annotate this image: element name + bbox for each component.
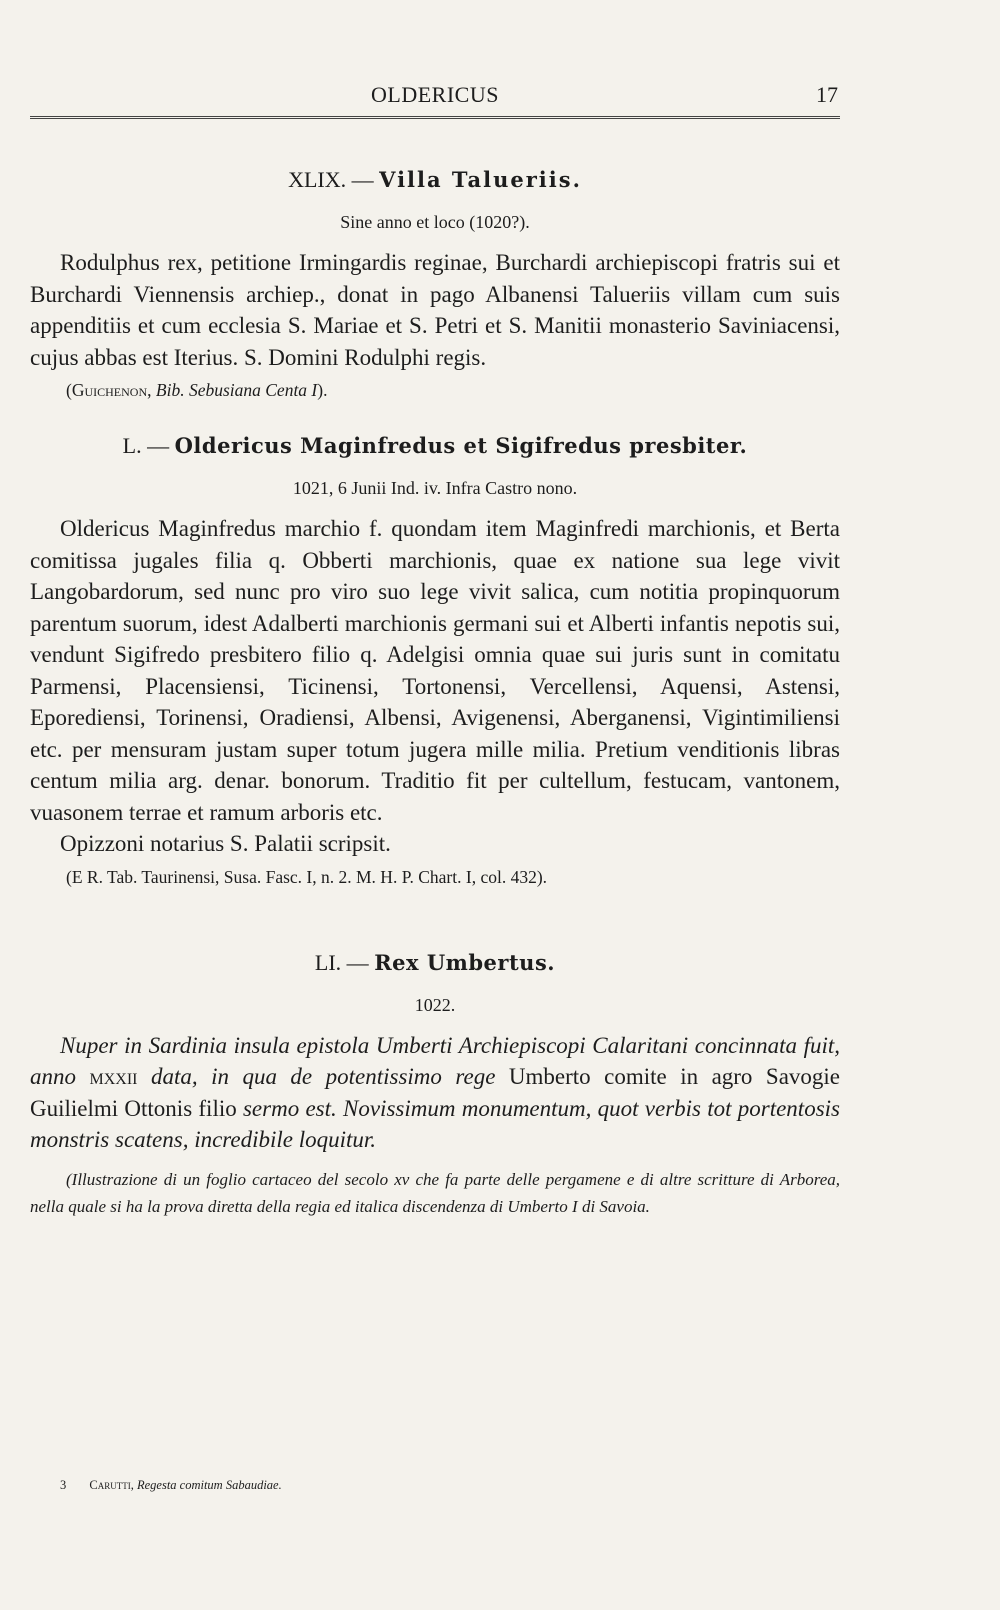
entry-number: XLIX. — — [288, 167, 374, 192]
entry-source: (E R. Tab. Taurinensi, Susa. Fasc. I, n. 2. M. H. P. Chart. I, col. 432). — [66, 866, 548, 887]
entry-title: Oldericus Maginfredus et Sigifredus presbiter. — [174, 433, 748, 458]
running-header — [30, 72, 840, 119]
entry-body-signature: Opizzoni notarius S. Palatii scripsit. — [60, 831, 391, 856]
footnote-number: 3 — [60, 1478, 67, 1492]
entry-heading — [30, 165, 840, 195]
main-text — [30, 165, 840, 1220]
entry-body: Nuper in Sardinia insula epistola Umberti Archiepiscopi Calaritani concinnata fuit, anno mxxii data, in qua de potentissimo rege Umberto comite in agro Savogie Guilielmi Ottonis filio sermo est. Novissimum monumentum, quot verbis tot portentosis monstris scatens, incredibile loquitur. — [30, 1032, 841, 1152]
entry-date: 1022. — [414, 994, 456, 1015]
entry-title: Rex Umbertus. — [374, 949, 556, 975]
entry-date: Sine anno et loco (1020?). — [340, 212, 530, 232]
footnote-work: Regesta comitum Sabaudiae. — [136, 1478, 282, 1492]
entry-number: L. — — [122, 433, 170, 458]
source-author: Guichenon — [71, 380, 148, 400]
entry-title: Villa Talueriis. — [379, 167, 582, 192]
entry-heading — [30, 431, 840, 461]
header-title: OLDERICUS — [371, 82, 499, 107]
entry-body: Rodulphus rex, petitione Irmingardis reginae, Burchardi archiepiscopi fratris sui et Burchardi Viennensis archiep., donat in pago Albanensi Talueriis villam cum suis appenditiis et cum ecclesia S. Mariae et S. Petri et S. Manitii monasterio Saviniacensi, cujus abbas est Iterius. S. Domini Rodulphi regis. — [30, 250, 840, 370]
page-number: 17 — [816, 82, 838, 107]
footnote — [60, 1478, 282, 1493]
entry-heading — [30, 948, 840, 978]
footnote-author: Carutti, — [89, 1478, 134, 1492]
entry-source: (Guichenon, Bib. Sebusiana Centa I). — [66, 380, 328, 400]
source-work: Bib. Sebusiana Centa I — [155, 380, 318, 400]
entry-illustration-note: (Illustrazione di un foglio cartaceo del secolo xv che fa parte delle pergamene e di altre scritture di Arborea, nella quale si ha la prova diretta della regia ed italica discendenza di Umberto I di Savoia. — [30, 1169, 840, 1216]
entry-date: 1021, 6 Junii Ind. iv. Infra Castro nono. — [292, 478, 578, 498]
entry-body: Oldericus Maginfredus marchio f. quondam item Maginfredi marchionis, et Berta comitissa jugales filia q. Obberti marchionis, quae ex natione sua lege vivit Langobardorum, sed nunc pro viro suo lege vivit salica, cum notitia propinquorum parentum suorum, idest Adalberti marchionis germani sui et Alberti infantis nepotis sui, vendunt Sigifredo presbitero filio q. Adelgisi omnia quae sui juris sunt in comitatu Parmensi, Placensiensi, Ticinensi, Tortonensi, Vercellensi, Aquensi, Astensi, Eporediensi, Torinensi, Oradiensi, Albensi, Avigenensi, Aberganensi, Vigintimiliensi etc. per mensuram justam super totum jugera mille milia. Pretium venditionis libras centum milia arg. denar. bonorum. Traditio fit per cultellum, festucam, vantonem, vuasonem terrae et ramum arboris etc. — [30, 516, 840, 825]
entry-number: LI. — — [314, 949, 369, 975]
